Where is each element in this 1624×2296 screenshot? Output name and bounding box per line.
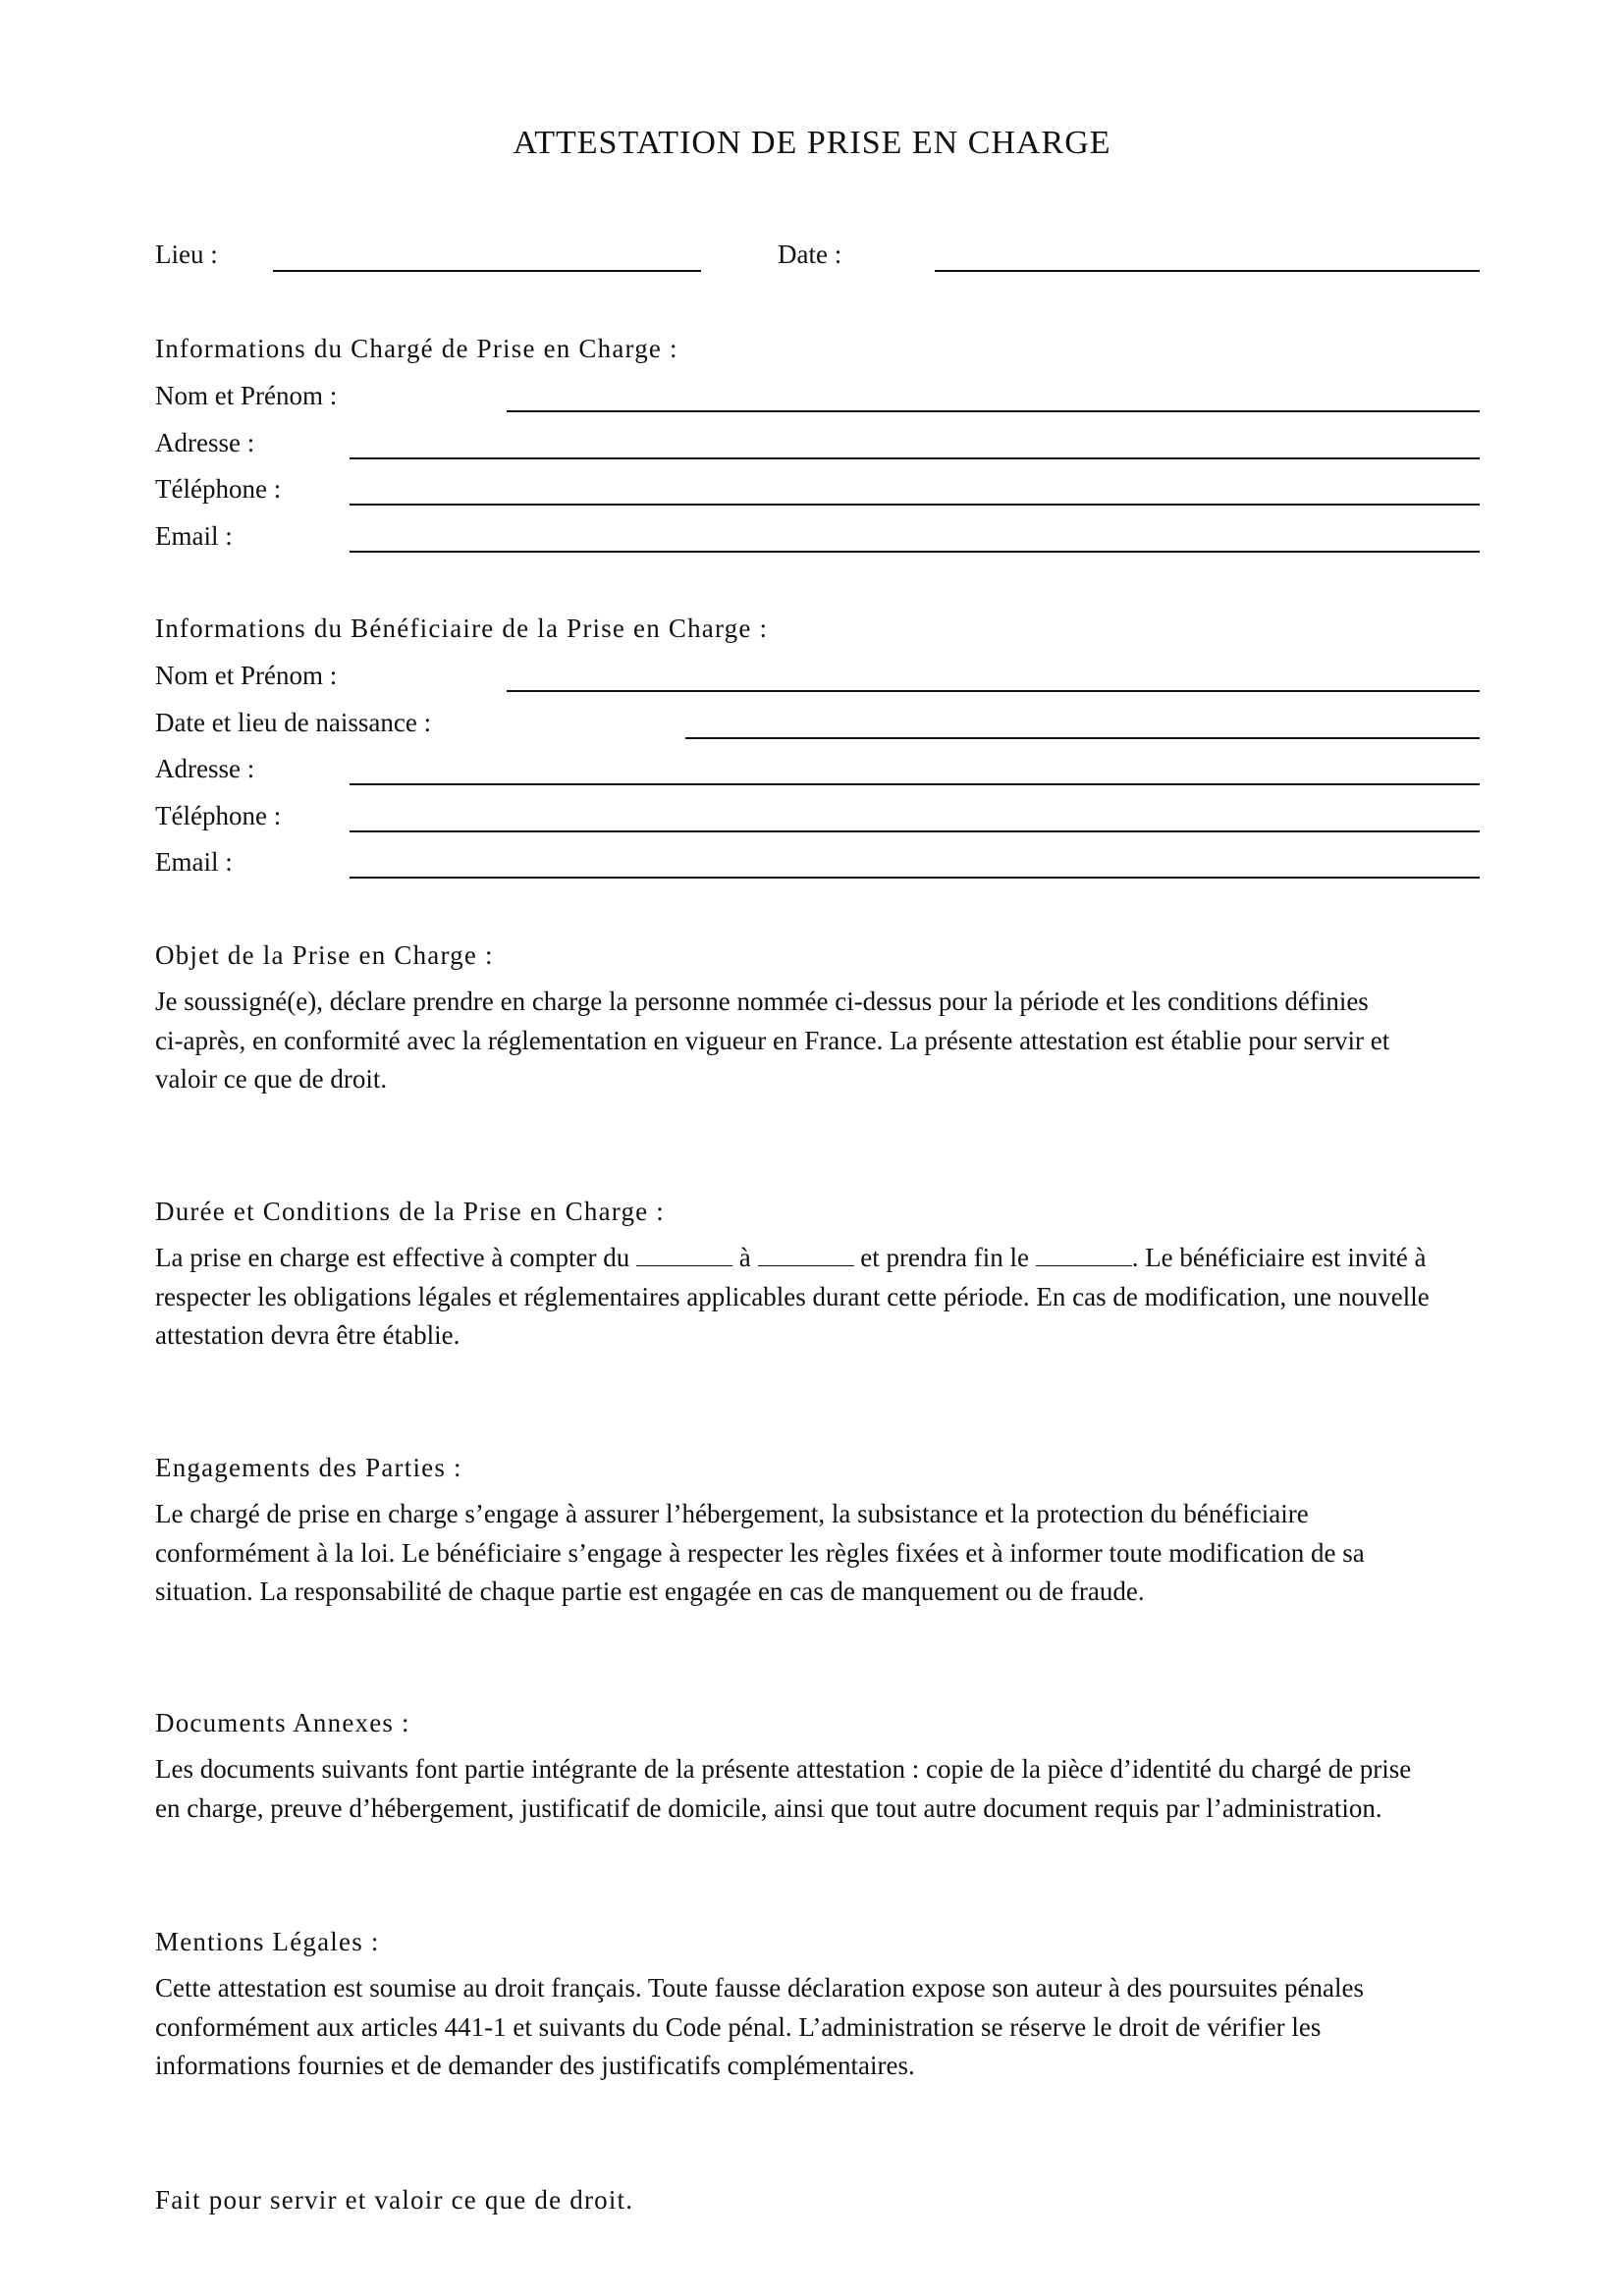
charge-nom-label: Nom et Prénom : [155, 381, 338, 410]
mentions-line: conformément aux articles 441-1 et suivants du Code pénal. L’administration se réserve le droit de vérifier les [155, 2011, 1322, 2042]
mentions-heading: Mentions Légales : [155, 1927, 380, 1956]
beneficiaire-adresse-label: Adresse : [155, 754, 255, 783]
engagements-line: conformément à la loi. Le bénéficiaire s’engage à respecter les règles fixées et à informer toute modification de sa [155, 1537, 1365, 1568]
engagements-line: situation. La responsabilité de chaque partie est engagée en cas de manquement ou de fraude. [155, 1576, 1145, 1606]
beneficiaire-section-heading: Informations du Bénéficiaire de la Prise en Charge : [155, 614, 769, 643]
annexes-paragraph [155, 1750, 1483, 1828]
objet-heading: Objet de la Prise en Charge : [155, 940, 494, 970]
objet-line: ci-après, en conformité avec la réglementation en vigueur en France. La présente attestation est établie pour servir et [155, 1025, 1390, 1055]
duree-end-blank[interactable] [1036, 1264, 1132, 1266]
duree-text: et prendra fin le [853, 1243, 1036, 1272]
charge-adresse-label: Adresse : [155, 428, 255, 457]
lieu-label: Lieu : [155, 240, 218, 269]
charge-adresse-field[interactable] [350, 457, 1480, 459]
beneficiaire-nom-label: Nom et Prénom : [155, 661, 338, 690]
engagements-heading: Engagements des Parties : [155, 1453, 462, 1482]
beneficiaire-telephone-label: Téléphone : [155, 801, 282, 830]
charge-email-field[interactable] [350, 551, 1480, 553]
annexes-line: en charge, preuve d’hébergement, justificatif de domicile, ainsi que tout autre document requis par l’administration. [155, 1792, 1382, 1823]
closing-statement: Fait pour servir et valoir ce que de droit. [155, 2185, 634, 2215]
engagements-paragraph [155, 1495, 1483, 1612]
beneficiaire-telephone-field[interactable] [350, 830, 1480, 832]
date-label: Date : [778, 240, 842, 269]
charge-telephone-field[interactable] [350, 504, 1480, 506]
beneficiaire-nom-field[interactable] [507, 690, 1480, 692]
charge-telephone-label: Téléphone : [155, 474, 282, 504]
objet-line: valoir ce que de droit. [155, 1064, 388, 1094]
beneficiaire-naissance-field[interactable] [685, 737, 1480, 739]
mentions-line: informations fournies et de demander des justificatifs complémentaires. [155, 2051, 915, 2080]
duree-text: . Le bénéficiaire est invité à [1131, 1243, 1427, 1272]
objet-paragraph [155, 983, 1483, 1099]
engagements-line: Le chargé de prise en charge s’engage à assurer l’hébergement, la subsistance et la protection du bénéficiaire [155, 1499, 1309, 1528]
beneficiaire-adresse-field[interactable] [350, 783, 1480, 785]
annexes-line: Les documents suivants font partie intégrante de la présente attestation : copie de la pièce d’identité du chargé de prise [155, 1754, 1412, 1784]
duree-line: respecter les obligations légales et réglementaires applicables durant cette période. En cas de modification, une nouvelle [155, 1281, 1430, 1311]
charge-section-heading: Informations du Chargé de Prise en Charge : [155, 334, 678, 363]
annexes-heading: Documents Annexes : [155, 1708, 410, 1737]
charge-email-label: Email : [155, 521, 233, 551]
objet-line: Je soussigné(e), déclare prendre en charge la personne nommée ci-dessus pour la période et les conditions définies [155, 987, 1369, 1016]
duree-line [155, 1239, 1483, 1278]
charge-nom-field[interactable] [507, 410, 1480, 412]
duree-heading: Durée et Conditions de la Prise en Charge : [155, 1197, 665, 1226]
duree-text: La prise en charge est effective à compter du [155, 1243, 637, 1272]
beneficiaire-email-label: Email : [155, 847, 233, 877]
beneficiaire-email-field[interactable] [350, 877, 1480, 879]
duree-start-blank[interactable] [636, 1264, 732, 1266]
duree-start-blank-2[interactable] [758, 1264, 854, 1266]
lieu-field[interactable] [273, 270, 701, 272]
beneficiaire-naissance-label: Date et lieu de naissance : [155, 708, 432, 737]
duree-paragraph [155, 1239, 1483, 1356]
mentions-paragraph [155, 1969, 1483, 2086]
mentions-line: Cette attestation est soumise au droit français. Toute fausse déclaration expose son auteur à des poursuites pénales [155, 1973, 1364, 2002]
date-field[interactable] [935, 270, 1480, 272]
duree-line: attestation devra être établie. [155, 1320, 460, 1350]
duree-text: à [732, 1243, 758, 1272]
document-title: ATTESTATION DE PRISE EN CHARGE [513, 125, 1111, 161]
